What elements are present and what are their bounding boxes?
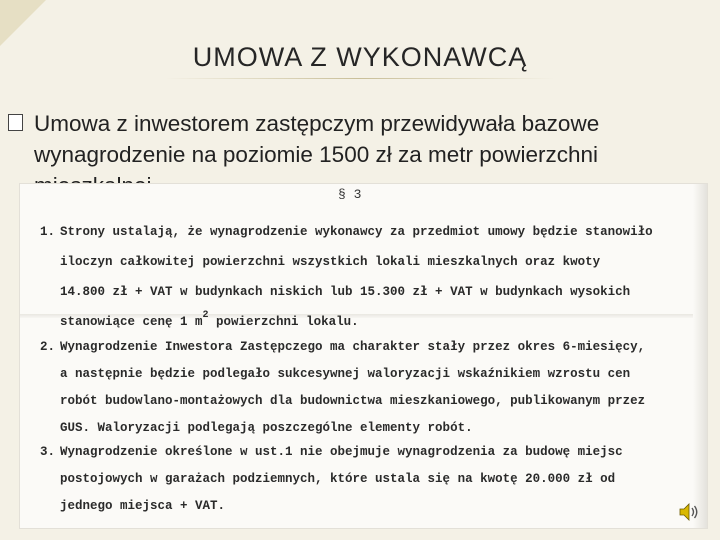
scan-edge	[693, 184, 707, 528]
bullet-text: Umowa z inwestorem zastępczym przewidywała bazowe wynagrodzenie na poziomie 1500 zł za metr powierzchni	[34, 111, 600, 167]
slide-title: UMOWA Z WYKONAWCĄ	[192, 42, 528, 72]
section-number: § 3	[338, 187, 362, 202]
paragraph-number: 1.	[40, 225, 56, 239]
paragraph-number: 3.	[40, 445, 56, 459]
line-tail: powierzchni lokalu.	[208, 315, 359, 329]
paragraph-line: iloczyn całkowitej powierzchni wszystkich lokali mieszkalnych oraz kwoty	[60, 255, 601, 269]
square-bullet-icon	[8, 114, 23, 131]
paragraph-2	[42, 334, 645, 442]
paragraph-3	[42, 439, 623, 520]
paragraph-line: jednego miejsca + VAT.	[60, 499, 226, 513]
paragraph-number: 2.	[40, 340, 56, 354]
superscript: 2	[202, 310, 209, 321]
speaker-icon[interactable]	[679, 503, 701, 521]
paragraph-1	[42, 217, 653, 339]
corner-decoration	[0, 0, 46, 46]
paragraph-line: Wynagrodzenie Inwestora Zastępczego ma charakter stały przez okres 6-miesięcy,	[60, 340, 646, 354]
paragraph-line: a następnie będzie podlegało sukcesywnej waloryzacji wskaźnikiem wzrostu cen	[60, 367, 631, 381]
line-text: stanowiące cenę 1 m	[60, 315, 203, 329]
scanned-document-image	[20, 184, 707, 528]
paragraph-line: robót budowlano-montażowych dla budownictwa mieszkaniowego, publikowanym przez	[60, 394, 646, 408]
paragraph-line: 14.800 zł + VAT w budynkach niskich lub 15.300 zł + VAT w budynkach wysokich	[60, 285, 631, 299]
paragraph-line: GUS. Waloryzacji podlegają poszczególne elementy robót.	[60, 421, 473, 435]
paragraph-line: postojowych w garażach podziemnych, które ustala się na kwotę 20.000 zł od	[60, 472, 616, 486]
title-underline	[165, 78, 555, 79]
paragraph-line: Wynagrodzenie określone w ust.1 nie obejmuje wynagrodzenia za budowę miejsc	[60, 445, 623, 459]
paragraph-line: Strony ustalają, że wynagrodzenie wykonawcy za przedmiot umowy będzie stanowiło	[60, 225, 653, 239]
